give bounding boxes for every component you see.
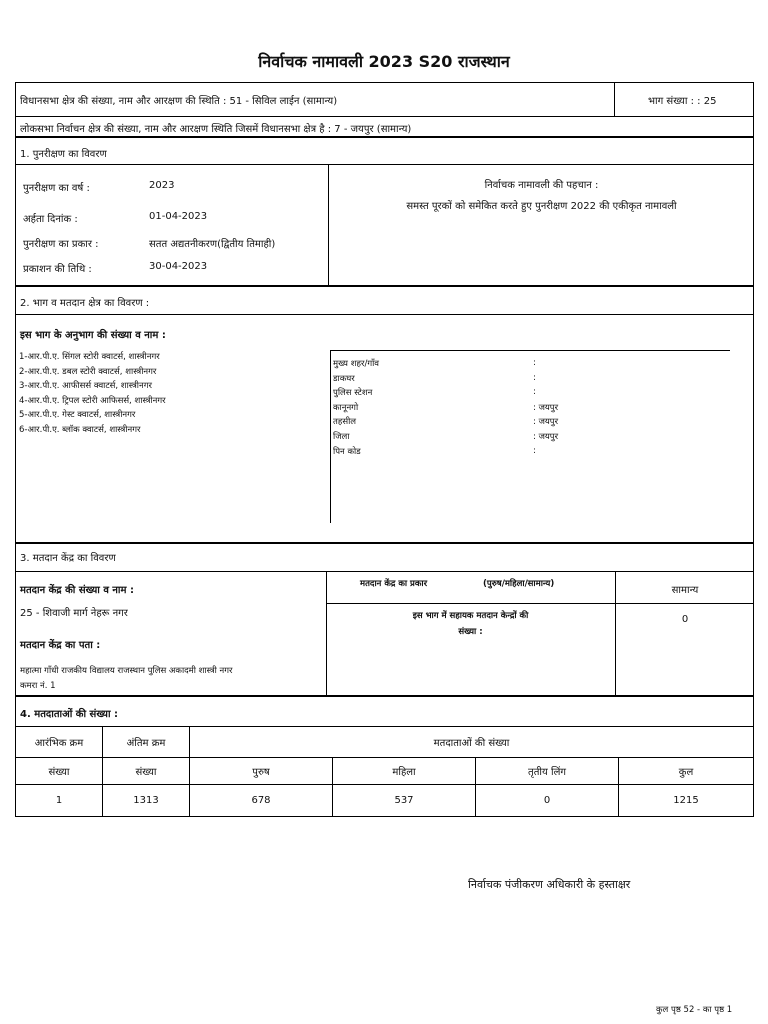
center-name-label: मतदान केंद्र की संख्या व नाम :	[20, 585, 134, 596]
third-gender-count: 0	[476, 785, 619, 817]
page-title: निर्वाचक नामावली 2023 S20 राजस्थान	[258, 52, 510, 71]
roll-identity-heading: निर्वाचक नामावली की पहचान :	[484, 180, 599, 191]
section1-heading: 1. पुनरीक्षण का विवरण	[20, 149, 107, 160]
kanungo-label: कानूनगो	[333, 403, 359, 413]
tehsil-label: तहसील	[333, 417, 357, 427]
total-count: 1215	[619, 785, 754, 817]
table-row	[16, 785, 754, 817]
publication-date-value: 30-04-2023	[149, 261, 208, 272]
center-address-line1: महात्मा गाँधी राजकीय विद्यालय राजस्थान पुलिस अकादमी शास्त्री नगर	[20, 666, 233, 676]
section-item-3: 3-आर.पी.ए. आफीसर्स क्वाटर्स, शास्त्रीनगर	[19, 381, 152, 391]
pin-code-label: पिन कोड	[333, 447, 361, 457]
end-serial: 1313	[103, 785, 190, 817]
section-item-2: 2-आर.पी.ए. डबल स्टोरी क्वाटर्स, शास्त्रीनगर	[19, 367, 157, 377]
center-type-label: मतदान केंद्र का प्रकार	[360, 579, 428, 589]
district-label: जिला	[333, 432, 350, 442]
section3-heading: 3. मतदान केंद्र का विवरण	[20, 553, 116, 564]
pin-code-value: :	[533, 446, 536, 456]
part-number: भाग संख्या : : 25	[648, 96, 717, 107]
aux-centers-value: 0	[681, 614, 689, 625]
revision-type-label: पुनरीक्षण का प्रकार :	[23, 239, 99, 250]
post-office-label: डाकघर	[333, 374, 355, 384]
section-item-6: 6-आर.पी.ए. ब्लॉक क्वाटर्स, शास्त्रीनगर	[19, 425, 141, 435]
police-station-value: :	[533, 387, 536, 397]
voter-count-table	[15, 726, 754, 817]
section-item-5: 5-आर.पी.ए. गेस्ट क्वाटर्स, शास्त्रीनगर	[19, 410, 136, 420]
start-serial: 1	[16, 785, 103, 817]
sections-subheading: इस भाग के अनुभाग की संख्या व नाम :	[20, 330, 166, 341]
col-third-gender: तृतीय लिंग	[476, 758, 619, 785]
roll-identity-text: समस्त पूरकों को समेकित करते हुए पुनरीक्षण 2022 की एकीकृत नामावली	[406, 201, 677, 212]
female-count: 537	[333, 785, 476, 817]
col-end-header-1: अंतिम क्रम	[103, 727, 190, 758]
section4-box	[15, 696, 754, 727]
center-address-line2: कमरा नं. 1	[20, 681, 56, 691]
page-footer: कुल पृष्ठ 52 - का पृष्ठ 1	[656, 1005, 733, 1015]
aux-centers-label-1: इस भाग में सहायक मतदान केन्द्रों की	[412, 611, 529, 621]
revision-type-value: सतत अद्यतनीकरण(द्वितीय तिमाही)	[149, 239, 276, 250]
revision-year-value: 2023	[149, 180, 175, 191]
signature-label: निर्वाचक पंजीकरण अधिकारी के हस्ताक्षर	[468, 878, 631, 891]
main-town-value: :	[533, 358, 536, 368]
assembly-line: विधानसभा क्षेत्र की संख्या, नाम और आरक्षण की स्थिति : 51 - सिविल लाईन (सामान्य)	[20, 96, 338, 107]
publication-date-label: प्रकाशन की तिथि :	[23, 264, 92, 275]
main-town-label: मुख्य शहर/गाँव	[333, 359, 380, 369]
center-address-label: मतदान केंद्र का पता :	[20, 640, 101, 651]
male-count: 678	[190, 785, 333, 817]
police-station-label: पुलिस स्टेशन	[333, 388, 373, 398]
district-value: : जयपुर	[533, 432, 559, 442]
tehsil-value: : जयपुर	[533, 417, 559, 427]
section2-heading: 2. भाग व मतदान क्षेत्र का विवरण :	[20, 298, 150, 309]
section4-heading: 4. मतदाताओं की संख्या :	[20, 709, 119, 720]
qualifying-date-value: 01-04-2023	[149, 211, 208, 222]
col-total: कुल	[619, 758, 754, 785]
voters-heading: मतदाताओं की संख्या	[190, 727, 754, 758]
col-end-header-2: संख्या	[103, 758, 190, 785]
revision-year-label: पुनरीक्षण का वर्ष :	[23, 183, 90, 194]
section-item-4: 4-आर.पी.ए. ट्रिपल स्टोरी आफिसर्स, शास्त्रीनगर	[19, 396, 166, 406]
center-type-value: सामान्य	[671, 585, 699, 596]
aux-centers-label-2: संख्या :	[458, 627, 483, 637]
center-name: 25 - शिवाजी मार्ग नेहरू नगर	[20, 608, 128, 619]
parliament-line: लोकसभा निर्वाचन क्षेत्र की संख्या, नाम और आरक्षण स्थिति जिसमें विधानसभा क्षेत्र है : 7 - जयपुर (सामान्य)	[20, 124, 412, 135]
kanungo-value: : जयपुर	[533, 403, 559, 413]
section-item-1: 1-आर.पी.ए. सिंगल स्टोरी क्वाटर्स, शास्त्रीनगर	[19, 352, 160, 362]
center-type-options: (पुरुष/महिला/सामान्य)	[483, 579, 555, 589]
col-female: महिला	[333, 758, 476, 785]
col-start-header-2: संख्या	[16, 758, 103, 785]
post-office-value: :	[533, 373, 536, 383]
qualifying-date-label: अर्हता दिनांक :	[23, 214, 78, 225]
col-start-header-1: आरंभिक क्रम	[16, 727, 103, 758]
col-male: पुरुष	[190, 758, 333, 785]
